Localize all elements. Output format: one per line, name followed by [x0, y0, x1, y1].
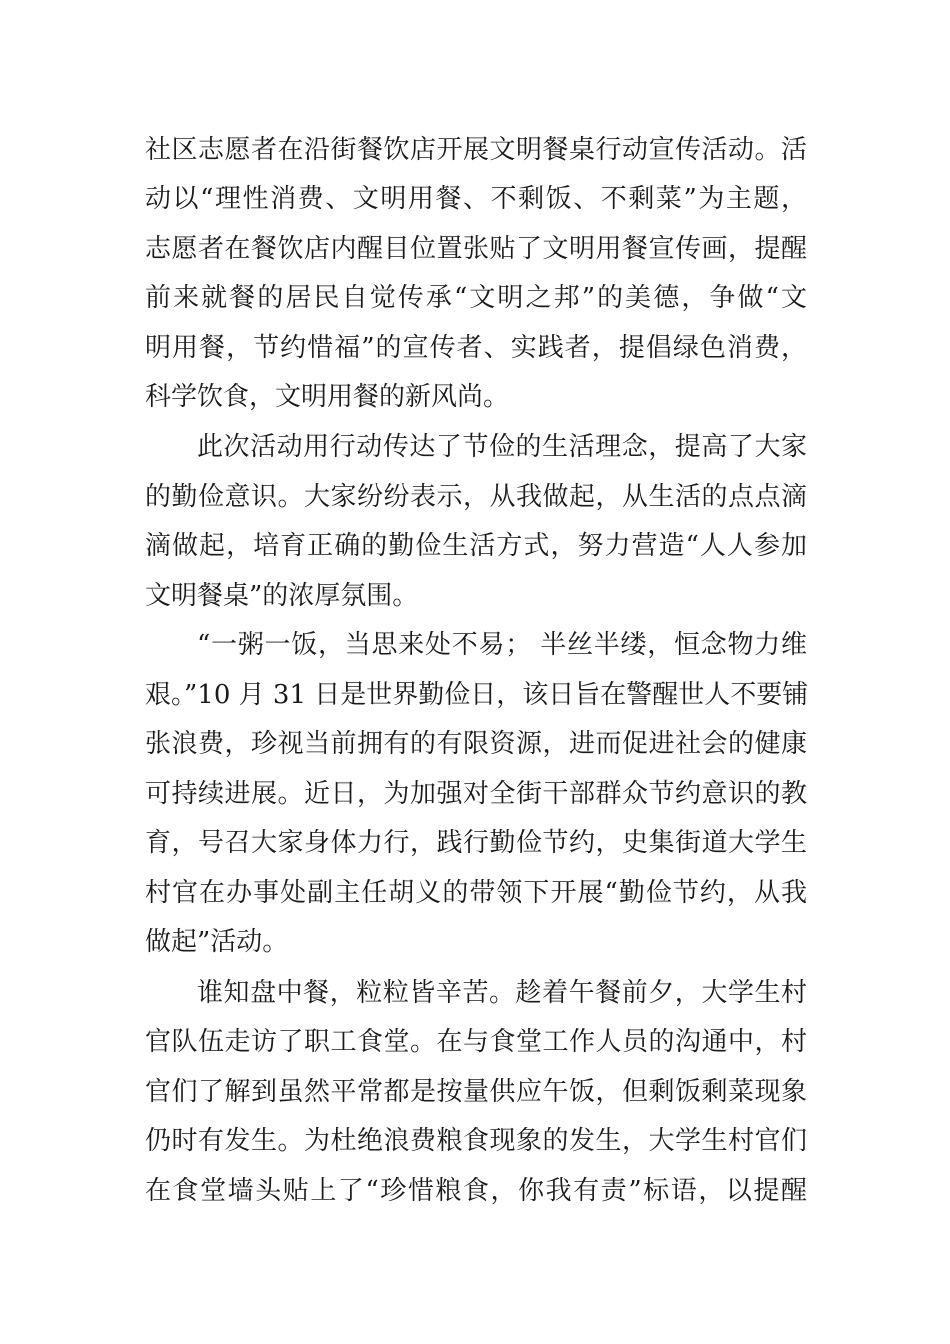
text-line: 的勤俭意识。大家纷纷表示，从我做起，从生活的点点滴	[145, 482, 807, 512]
text-line: 动以“理性消费、文明用餐、不剩饭、不剩菜”为主题，	[145, 184, 807, 214]
text-line: 村官在办事处副主任胡义的带领下开展“勤俭节约，从我	[145, 878, 807, 908]
text-line: 前来就餐的居民自觉传承“文明之邦”的美德，争做“文	[145, 283, 807, 313]
text-line: 做起”活动。	[145, 927, 289, 957]
text-line: 谁知盘中餐，粒粒皆辛苦。趁着午餐前夕，大学生村	[197, 978, 807, 1008]
text-line: 在食堂墙头贴上了“珍惜粮食，你我有责”标语，以提醒	[145, 1176, 807, 1206]
text-line: 官们了解到虽然平常都是按量供应午饭，但剩饭剩菜现象	[145, 1077, 807, 1107]
text-line: 文明餐桌”的浓厚氛围。	[145, 581, 419, 611]
text-line: 滴做起，培育正确的勤俭生活方式，努力营造“人人参加	[145, 531, 807, 561]
text-line: 科学饮食，文明用餐的新风尚。	[145, 382, 510, 412]
text-line: 社区志愿者在沿街餐饮店开展文明餐桌行动宣传活动。活	[145, 135, 807, 165]
text-line: 育，号召大家身体力行，践行勤俭节约，史集街道大学生	[145, 828, 807, 858]
text-line: 明用餐，节约惜福”的宣传者、实践者，提倡绿色消费，	[145, 333, 807, 363]
text-line: 张浪费，珍视当前拥有的有限资源，进而促进社会的健康	[145, 729, 807, 759]
text-line: 艰。”10 月 31 日是世界勤俭日，该日旨在警醒世人不要铺	[145, 680, 809, 710]
text-line: “一粥一饭，当思来处不易； 半丝半缕，恒念物力维	[197, 630, 807, 660]
text-line: 此次活动用行动传达了节俭的生活理念，提高了大家	[197, 432, 807, 462]
text-line: 仍时有发生。为杜绝浪费粮食现象的发生，大学生村官们	[145, 1126, 807, 1156]
text-line: 可持续进展。近日，为加强对全街干部群众节约意识的教	[145, 779, 807, 809]
text-line: 官队伍走访了职工食堂。在与食堂工作人员的沟通中，村	[145, 1027, 807, 1057]
text-line: 志愿者在餐饮店内醒目位置张贴了文明用餐宣传画，提醒	[145, 234, 807, 264]
